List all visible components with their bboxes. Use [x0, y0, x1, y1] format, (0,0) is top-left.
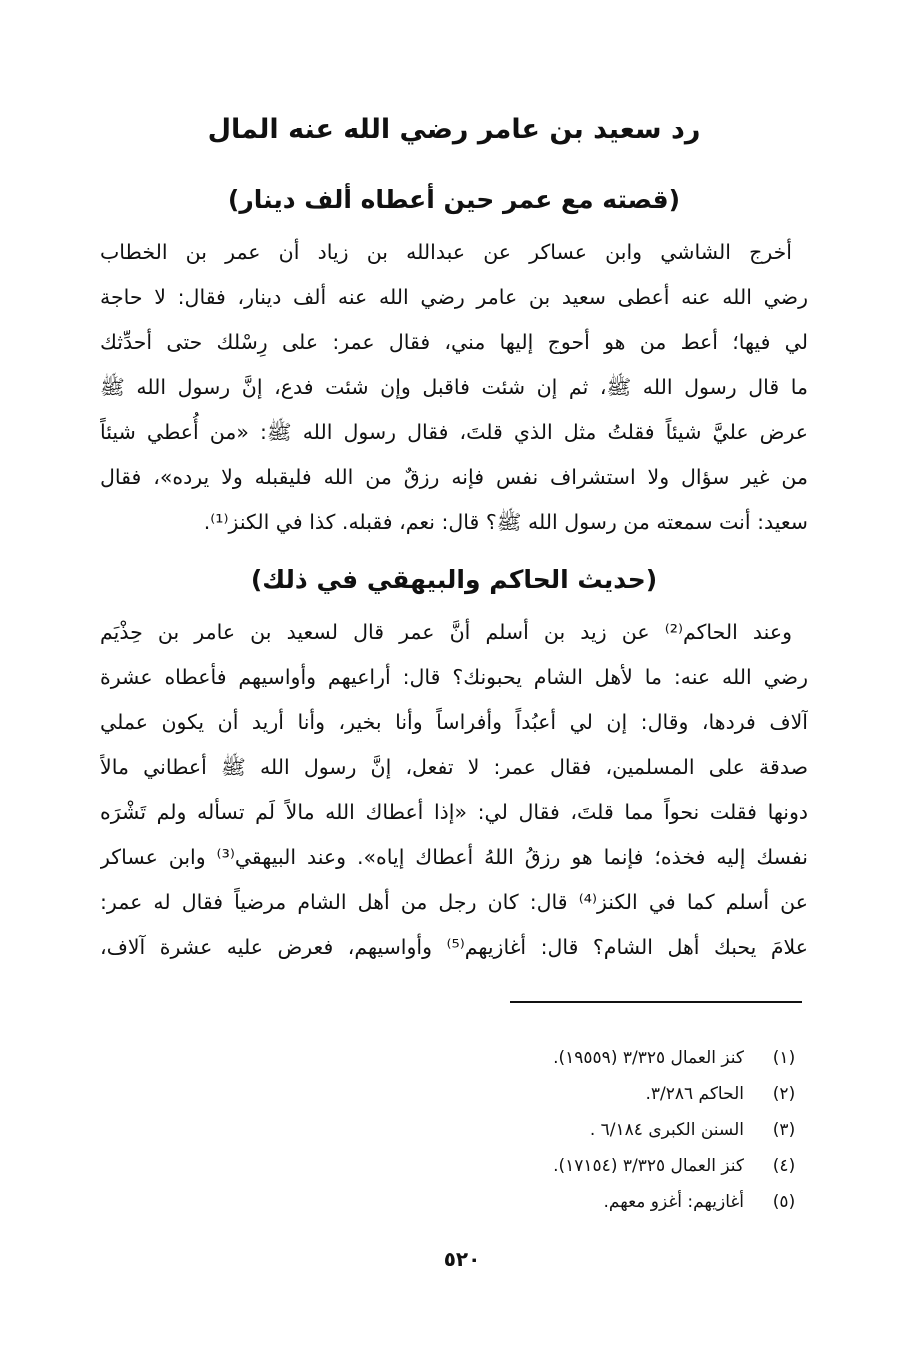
paragraph-2-line: نفسك إليه فخذه؛ فإنما هو رزقُ اللهُ أعطاك إياه». وعند البيهقي⁽³⁾ وابن عساكر: [100, 845, 808, 869]
paragraph-2-line: علامَ يحبك أهل الشام؟ قال: أغازيهم⁽⁵⁾ وأواسيهم، فعرض عليه عشرة آلاف،: [100, 935, 808, 959]
paragraph-2-line: وعند الحاكم⁽²⁾ عن زيد بن أسلم أنَّ عمر قال لسعيد بن عامر بن حِذْيَم: [100, 620, 792, 644]
footnote-text: أغازيهم: أغزو معهم.: [603, 1192, 744, 1212]
footnote-number: (٤): [772, 1156, 796, 1176]
paragraph-1-line: أخرج الشاشي وابن عساكر عن عبدالله بن زياد أن عمر بن الخطاب: [100, 240, 792, 264]
paragraph-2: [100, 610, 808, 970]
paragraph-2-line: آلاف فردها، وقال: إن لي أعبُداً وأفراساً وأنا بخير، وأنا أريد أن يكون عملي: [100, 710, 808, 734]
footnotes: [300, 1040, 808, 1220]
main-title: رد سعيد بن عامر رضي الله عنه المال: [207, 114, 701, 145]
paragraph-1: [100, 230, 808, 545]
paragraph-2-line: عن أسلم كما في الكنز⁽⁴⁾ قال: كان رجل من أهل الشام مرضياً فقال له عمر:: [100, 890, 808, 914]
footnote-number: (٣): [772, 1120, 796, 1140]
footnote-item: [300, 1040, 808, 1076]
paragraph-2-line: صدقة على المسلمين، فقال عمر: لا تفعل، إنَّ رسول الله ﷺ أعطاني مالاً: [100, 755, 808, 779]
paragraph-1-line: ما قال رسول الله ﷺ، ثم إن شئت فاقبل وإن شئت فدع، إنَّ رسول الله ﷺ: [100, 375, 808, 399]
footnote-text: كنز العمال ٣/٣٢٥ (١٩٥٥٩).: [553, 1048, 744, 1068]
footnote-text: السنن الكبرى ٦/١٨٤ .: [589, 1120, 744, 1140]
page-number: ٥٢٠: [443, 1247, 481, 1271]
footnote-divider: [510, 1001, 802, 1003]
paragraph-1-line: من غير سؤال ولا استشراف نفس فإنه رزقٌ من الله فليقبله ولا يرده»، فقال: [100, 465, 808, 489]
footnote-number: (٥): [772, 1192, 796, 1212]
paragraph-2-line: رضي الله عنه: ما لأهل الشام يحبونك؟ قال: أراعيهم وأواسيهم فأعطاه عشرة: [100, 665, 808, 689]
footnote-text: الحاكم ٣/٢٨٦.: [645, 1084, 744, 1104]
paragraph-1-line: رضي الله عنه أعطى سعيد بن عامر رضي الله عنه ألف دينار، فقال: لا حاجة: [100, 285, 808, 309]
footnote-number: (١): [772, 1048, 796, 1068]
footnote-item: [300, 1184, 808, 1220]
footnote-number: (٢): [772, 1084, 796, 1104]
subtitle-hakim-bayhaqi: (حديث الحاكم والبيهقي في ذلك): [250, 565, 658, 594]
paragraph-2-line: دونها فقلت نحواً مما قلتَ، فقال لي: «إذا أعطاك الله مالاً لَم تسأله ولم تَشْرَه: [100, 800, 808, 824]
footnote-item: [300, 1076, 808, 1112]
footnote-item: [300, 1148, 808, 1184]
paragraph-1-line: عرض عليَّ شيئاً فقلتُ مثل الذي قلتَ، فقال رسول الله ﷺ: «من أُعطي شيئاً: [100, 420, 808, 444]
footnote-text: كنز العمال ٣/٣٢٥ (١٧١٥٤).: [553, 1156, 744, 1176]
footnote-item: [300, 1112, 808, 1148]
subtitle-story-with-umar: (قصته مع عمر حين أعطاه ألف دينار): [227, 185, 681, 214]
paragraph-1-line: لي فيها؛ أعط من هو أحوج إليها مني، فقال عمر: على رِسْلك حتى أحدِّثك: [100, 330, 808, 354]
paragraph-1-line: سعيد: أنت سمعته من رسول الله ﷺ؟ قال: نعم، فقبله. كذا في الكنز⁽¹⁾.: [203, 510, 808, 534]
